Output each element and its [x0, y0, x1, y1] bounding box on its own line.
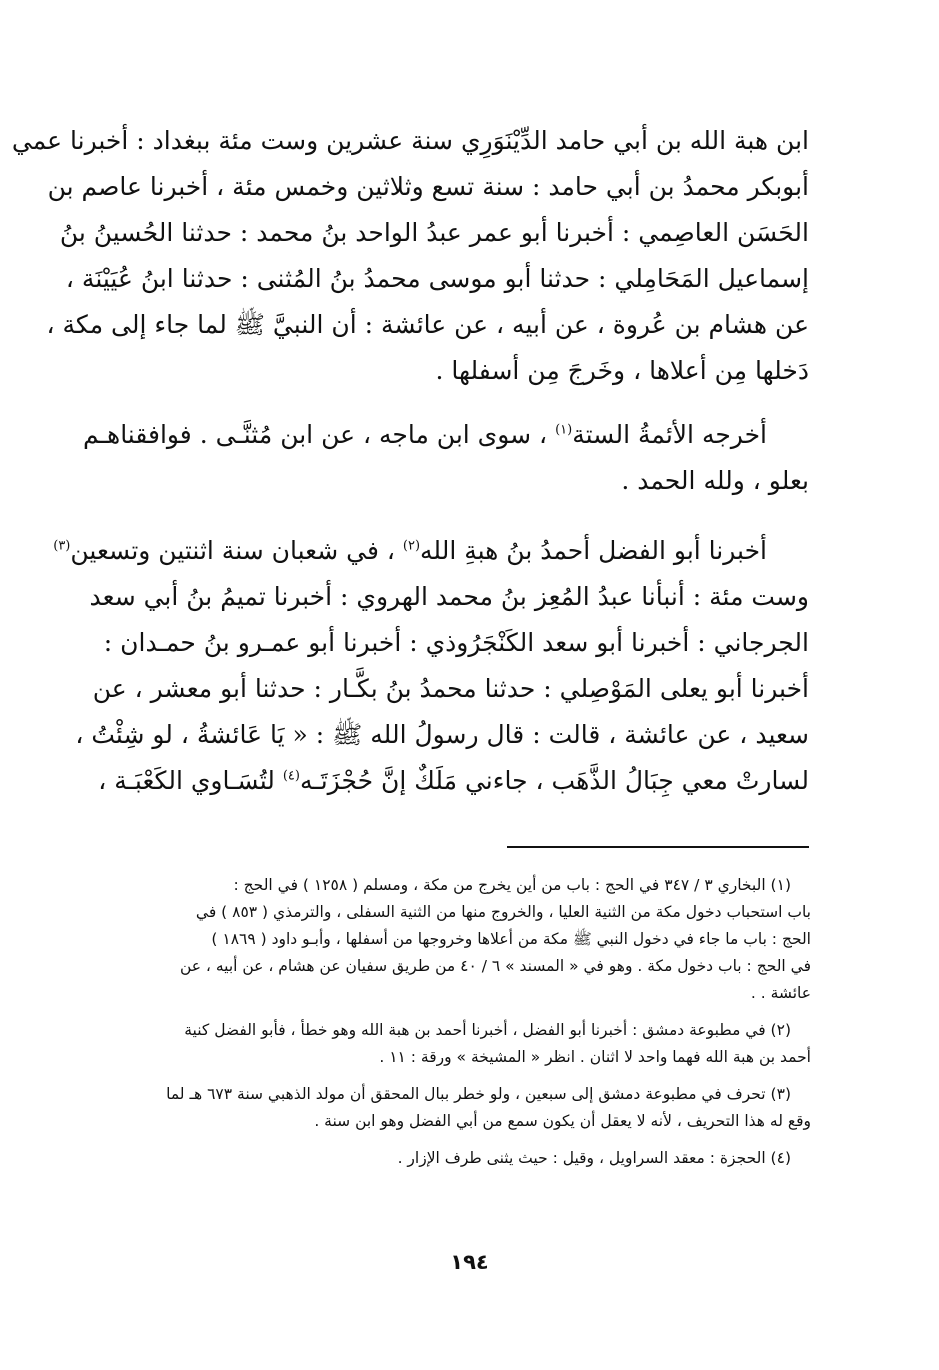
text-line: وست مئة : أنبأنا عبدُ المُعِز بنُ محمد الهروي : أخبرنا تميمُ بنُ أبي سعد — [89, 582, 809, 611]
main-text — [11, 118, 809, 804]
footnote-line: عائشة . . — [750, 984, 811, 1002]
footnote-line: باب استحباب دخول مكة من الثنية العليا ، والخروج منها من الثنية السفلى ، والترمذي ( ٨٥٣ ) في — [195, 903, 811, 921]
text-line: الجرجاني : أخبرنا أبو سعد الكَنْجَرُوذي : أخبرنا أبو عمـرو بنُ حمـدان : — [103, 628, 809, 657]
text-line: أخبرنا أبو يعلى المَوْصِلي : حدثنا محمدُ بنُ بكَّـار : حدثنا أبو معشر ، عن — [92, 674, 809, 703]
footnote-line: أحمد بن هبة الله فهما واحد لا اثنان . انظر « المشيخة » ورقة : ١١ . — [379, 1048, 811, 1066]
footnote-separator — [507, 846, 809, 848]
text-line — [53, 528, 809, 574]
footnote-line: (١) البخاري ٣ / ٣٤٧ في الحج : باب من أين يخرج من مكة ، ومسلم ( ١٢٥٨ ) في الحج : — [233, 876, 791, 894]
text-segment: أخرجه الأئمةُ الستة — [572, 420, 767, 449]
footnote-line: في الحج : باب دخول مكة . وهو في « المسند » ٦ / ٤٠ من طريق سفيان عن هشام ، عن أبيه ، عن — [179, 957, 811, 975]
paragraph-1 — [11, 118, 809, 394]
footnote-2 — [118, 1017, 811, 1071]
paragraph-2 — [83, 412, 809, 504]
page-number: ١٩٤ — [450, 1250, 489, 1274]
footnote-marker: (٤) — [282, 768, 300, 784]
text-line — [83, 412, 809, 458]
text-line — [98, 758, 809, 804]
text-line: الحَسَن العاصِمي : أخبرنا أبو عمر عبدُ الواحد بنُ محمد : حدثنا الحُسينُ بنُ — [59, 218, 809, 247]
paragraph-3 — [53, 528, 809, 804]
footnote-3 — [118, 1081, 811, 1135]
footnote-4 — [118, 1145, 811, 1172]
text-segment: أخبرنا أبو الفضل أحمدُ بنُ هبةِ الله — [420, 536, 767, 565]
text-segment: لتُسَـاوي الكَعْبَـة ، — [98, 766, 283, 795]
footnote-line: (٤) الحجزة : معقد السراويل ، وقيل : حيث يثنى طرف الإزار . — [397, 1149, 791, 1167]
footnote-marker: (٢) — [402, 538, 421, 554]
footnote-line: (٣) تحرف في مطبوعة دمشق إلى سبعين ، ولو خطر ببال المحقق أن مولد الذهبي سنة ٦٧٣ هـ لما — [166, 1085, 791, 1103]
text-segment: ، في شعبان سنة اثنتين وتسعين — [70, 536, 403, 565]
footnote-line: وقع له هذا التحريف ، لأنه لا يعقل أن يكون سمع من أبي الفضل وهو ابن سنة . — [314, 1112, 811, 1130]
footnote-marker: (٣) — [53, 538, 71, 554]
text-segment: ، سوى ابن ماجه ، عن ابن مُثنَّـى . فوافقناهـم — [83, 420, 556, 449]
text-line: إسماعيل المَحَامِلي : حدثنا أبو موسى محمدُ بنُ المُثنى : حدثنا ابنُ عُيَيْنَة ، — [65, 264, 809, 293]
text-line: أبوبكر محمدُ بن أبي حامد : سنة تسع وثلاثين وخمس مئة ، أخبرنا عاصم بن — [47, 172, 809, 201]
footnote-marker: (١) — [555, 422, 573, 438]
footnotes — [118, 872, 811, 1182]
text-segment: لسارتْ معي جِبَالُ الذَّهَب ، جاءني مَلَكٌ إنَّ حُجْزَتَـه — [299, 766, 809, 795]
text-line: بعلو ، ولله الحمد . — [621, 466, 809, 495]
text-line: عن هشام بن عُروة ، عن أبيه ، عن عائشة : أن النبيَّ ﷺ لما جاء إلى مكة ، — [46, 310, 809, 339]
footnote-line: (٢) في مطبوعة دمشق : أخبرنا أبو الفضل ، أخبرنا أحمد بن هبة الله وهو خطأ ، فأبو الفضل كنية — [184, 1021, 791, 1039]
text-line: سعيد ، عن عائشة ، قالت : قال رسولُ الله ﷺ : « يَا عَائشةُ ، لو شِئْتُ ، — [75, 720, 809, 749]
footnote-1 — [118, 872, 811, 1007]
text-line: ابن هبة الله بن أبي حامد الدِّيْنَوَرِي سنة عشرين وست مئة ببغداد : أخبرنا عمي — [11, 126, 809, 155]
footnote-line: الحج : باب ما جاء في دخول النبي ﷺ مكة من أعلاها وخروجها من أسفلها ، وأبـو داود ( ١٨٦٩ ) — [211, 930, 811, 948]
text-line: دَخلها مِن أعلاها ، وخَرجَ مِن أسفلها . — [435, 356, 809, 385]
